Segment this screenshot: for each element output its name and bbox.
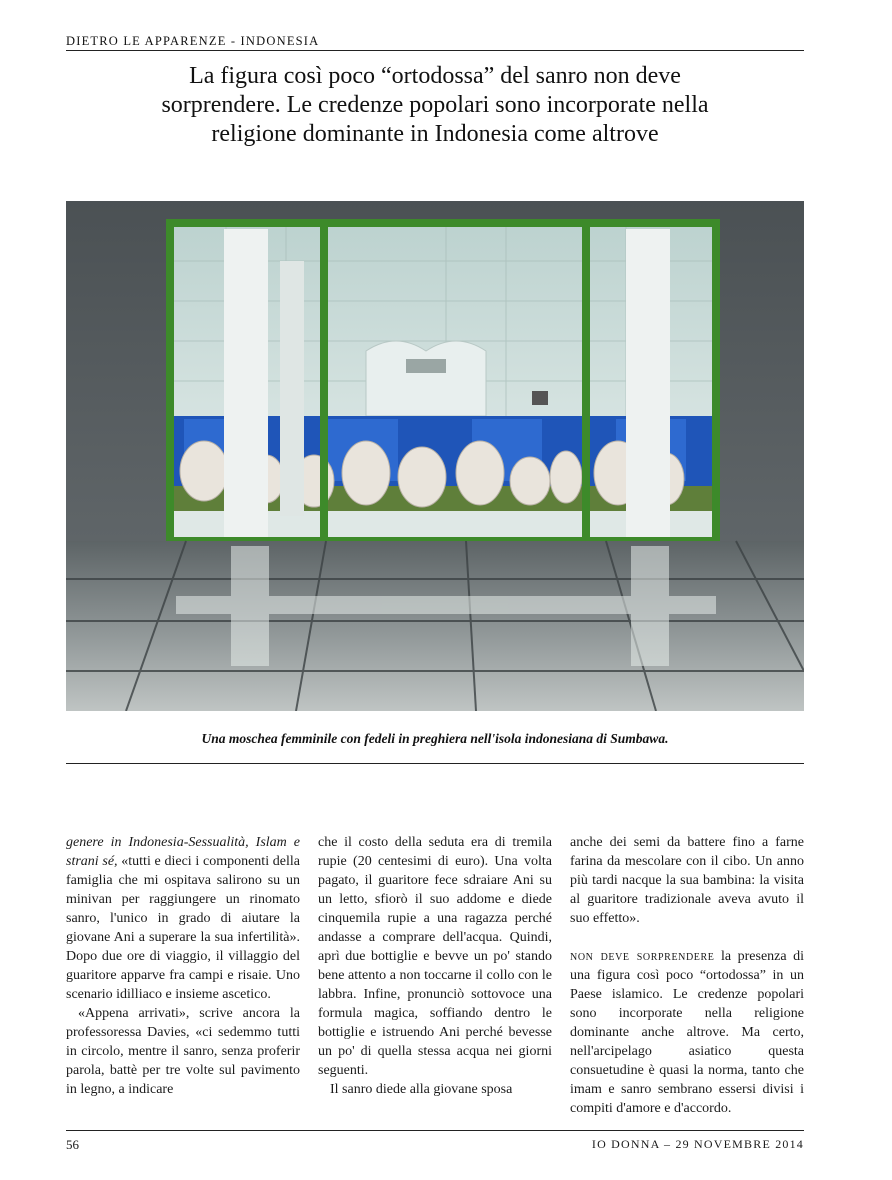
page-number: 56 bbox=[66, 1137, 79, 1152]
text-column-1 bbox=[66, 833, 300, 1099]
paragraph-text: la presenza di una figura così poco “ortodossa” in un Paese islamico. Le credenze popolari sono incorporate nella religione dominante anche altrove. Ma certo, nell'arcipelago asiatico questa consuetudine è quasi la norma, tanto che imam e sanro sembrano essersi divisi i compiti d'amore e d'accordo. bbox=[570, 949, 804, 1116]
header-rule bbox=[66, 50, 804, 51]
paragraph bbox=[66, 833, 300, 1004]
pull-quote bbox=[110, 62, 760, 149]
paragraph: che il costo della seduta era di tremila rupie (20 centesimi di euro). Una volta pagato, il guaritore fece sdraiare Ani su un letto, sfiorò il suo addome e diede cinquemila rupie a una ragazza perché andasse a comprare dell'acqua. Quindi, aprì due bottiglie e bevve un po' stando bene attento a non toccarne il collo con le labbra. Infine, pronunciò sottovoce una formula magica, soffiando dentro le bottiglie e istruendo Ani perché bevesse un po' di quella stessa acqua nei giorni seguenti. bbox=[318, 835, 552, 1078]
paragraph-text: «tutti e dieci i componenti della famiglia che mi ospitava salirono su un minivan per raggiungere un rinomato sanro, l'unico in grado di aiutare la giovane Ani a superare la sua infertilità». Dopo due ore di viaggio, il villaggio del guaritore apparve fra campi e risaie. Uno scenario idilliaco e insieme ascetico. bbox=[66, 854, 300, 1002]
pull-quote-line: religione dominante in Indonesia come altrove bbox=[211, 121, 659, 147]
section-label: DIETRO LE APPARENZE - INDONESIA bbox=[66, 34, 320, 48]
paragraph: «Appena arrivati», scrive ancora la professoressa Davies, «ci sedemmo tutti in circolo, mentre il sanro, senza proferir parola, battè per tre volte sul pavimento in legno, a indicare bbox=[66, 1006, 300, 1097]
text-column-3 bbox=[570, 833, 804, 1118]
caption-rule bbox=[66, 763, 804, 764]
pull-quote-line: sorprendere. Le credenze popolari sono incorporate nella bbox=[161, 92, 709, 118]
paragraph bbox=[570, 947, 804, 1118]
paragraph: anche dei semi da battere fino a farne farina da mescolare con il cibo. Un anno più tardi nacque la sua bambina: la visita al guaritore tradizionale aveva avuto il suo effetto». bbox=[570, 835, 804, 926]
footer-rule bbox=[66, 1130, 804, 1131]
publication-footer: IO DONNA – 29 NOVEMBRE 2014 bbox=[591, 1137, 804, 1151]
pull-quote-line: La figura così poco “ortodossa” del sanro non deve bbox=[189, 63, 681, 89]
text-column-2 bbox=[318, 833, 552, 1099]
section-lead-in: non deve sorprendere bbox=[570, 949, 715, 964]
book-title-italic: genere in Indonesia-Sessualità, Islam e strani sé, bbox=[66, 835, 300, 869]
mosque-photo bbox=[66, 201, 804, 711]
paragraph: Il sanro diede alla giovane sposa bbox=[330, 1082, 513, 1097]
photo-caption: Una moschea femminile con fedeli in preghiera nell'isola indonesiana di Sumbawa. bbox=[201, 731, 669, 746]
